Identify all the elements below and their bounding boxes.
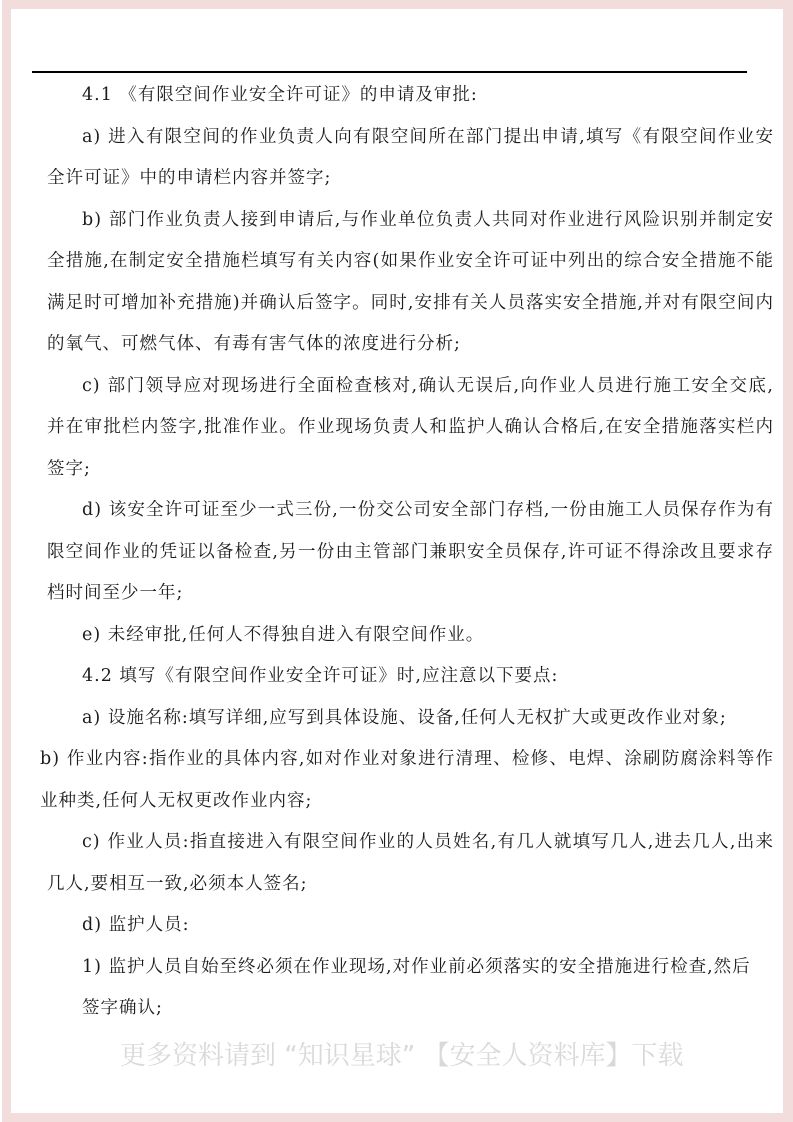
- para-4-2-d-1: 1) 监护人员自始至终必须在作业现场,对作业前必须落实的安全措施进行检查,然后: [82, 956, 751, 977]
- para-4-1-a: a) 进入有限空间的作业负责人向有限空间所在部门提出申请,填写《有限空间作业安全许可证》中的申请栏内容并签字;: [47, 126, 774, 188]
- para-signature-confirm: 签字确认;: [82, 998, 163, 1018]
- para-4-1-e: e) 未经审批,任何人不得独自进入有限空间作业。: [82, 624, 485, 645]
- header-rule: [32, 71, 747, 73]
- para-4-2-a: a) 设施名称:填写详细,应写到具体设施、设备,任何人无权扩大或更改作业对象;: [82, 707, 727, 728]
- section-heading-4-2: 4.2 填写《有限空间作业安全许可证》时,应注意以下要点:: [82, 666, 559, 686]
- para-4-2-b: b) 作业内容:指作业的具体内容,如对作业对象进行清理、检修、电焊、涂刷防腐涂料等作业种类,任何人无权更改作业内容;: [40, 749, 774, 811]
- para-4-1-b: b) 部门作业负责人接到申请后,与作业单位负责人共同对作业进行风险识别并制定安全措施,在制定安全措施栏填写有关内容(如果作业安全许可证中列出的综合安全措施不能满足时可增加补充措施)并确认后签字。同时,安排有关人员落实安全措施,并对有限空间内的氧气、可燃气体、有毒有害气体的浓度进行分析;: [47, 209, 774, 354]
- watermark-text: 更多资料请到 “知识星球” 【安全人资料库】下载: [120, 1041, 684, 1071]
- para-4-2-c: c) 作业人员:指直接进入有限空间作业的人员姓名,有几人就填写几人,进去几人,出来几人,要相互一致,必须本人签名;: [47, 832, 774, 894]
- para-4-1-c: c) 部门领导应对现场进行全面检查核对,确认无误后,向作业人员进行施工安全交底,并在审批栏内签字,批准作业。作业现场负责人和监护人确认合格后,在安全措施落实栏内签字;: [47, 375, 774, 479]
- document-body: [40, 75, 774, 1030]
- section-heading-4-1: 4.1 《有限空间作业安全许可证》的申请及审批:: [82, 85, 478, 105]
- para-4-2-d: d) 监护人员:: [82, 915, 190, 935]
- para-4-1-d: d) 该安全许可证至少一式三份,一份交公司安全部门存档,一份由施工人员保存作为有限空间作业的凭证以备检查,另一份由主管部门兼职安全员保存,许可证不得涂改且要求存档时间至少一年;: [47, 500, 774, 603]
